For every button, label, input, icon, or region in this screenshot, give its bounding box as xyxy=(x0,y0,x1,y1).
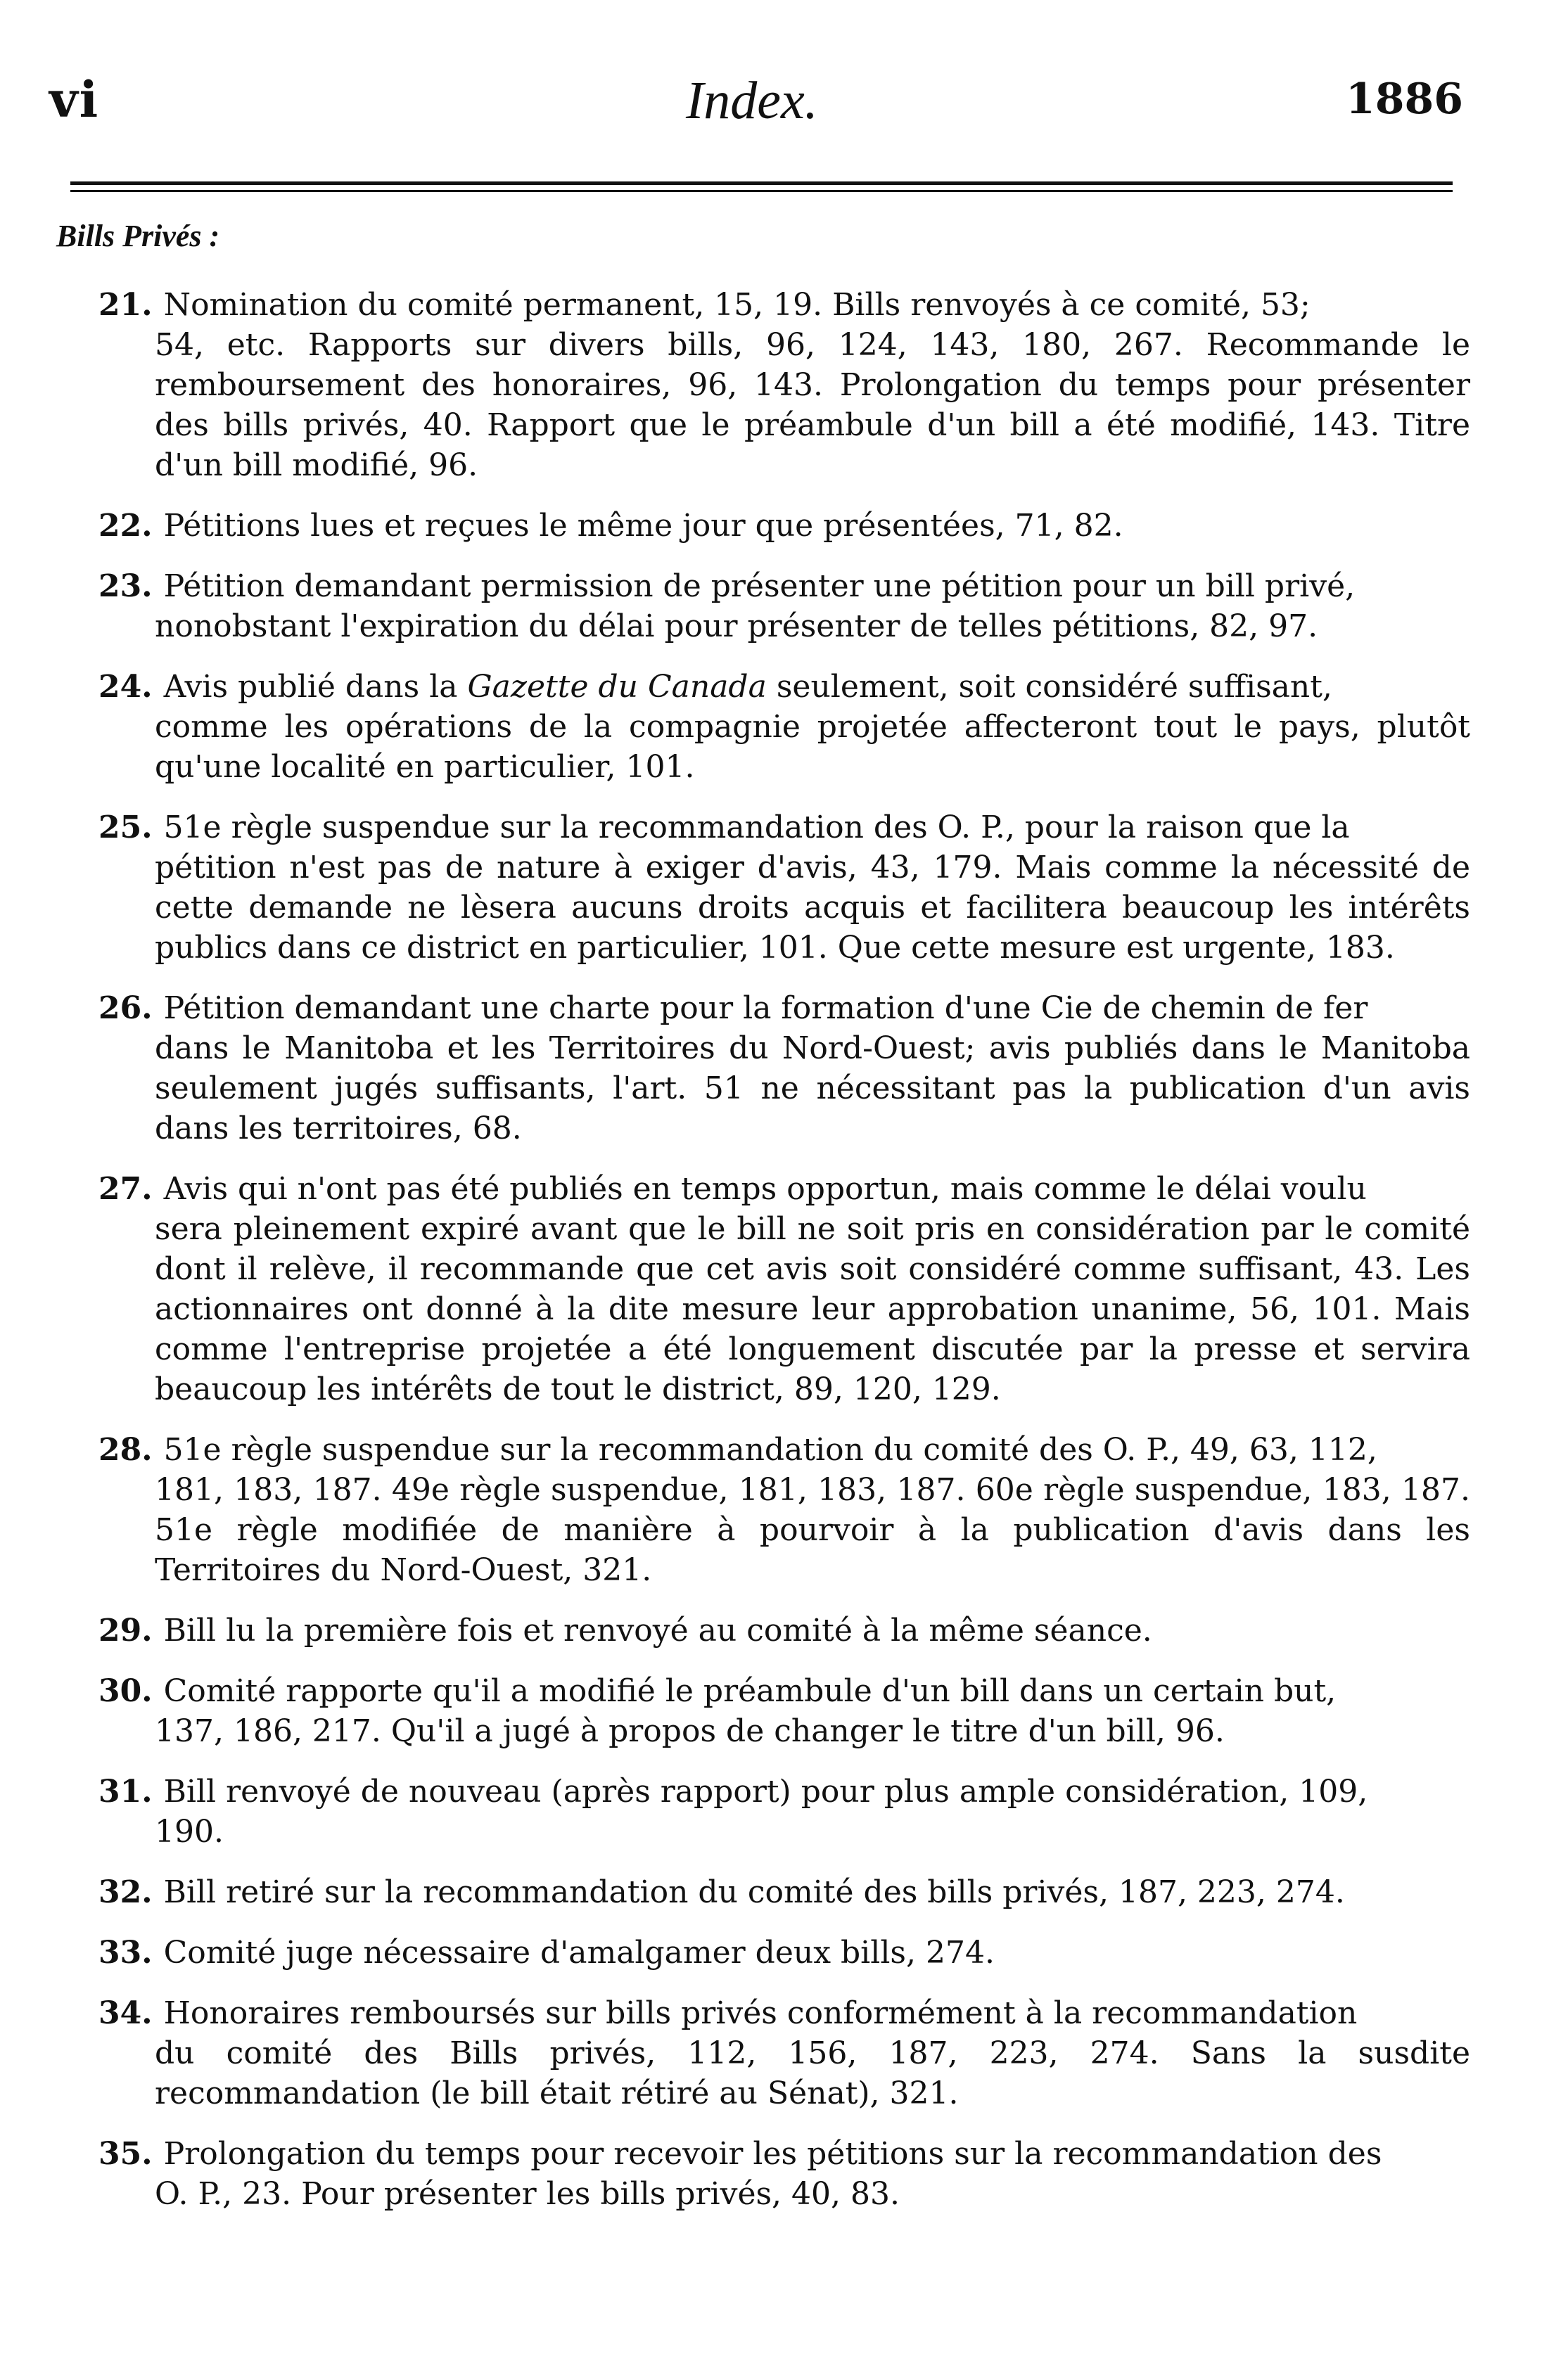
index-entry-25 xyxy=(98,807,1470,968)
index-entry-29 xyxy=(98,1611,1470,1651)
entry-continuation: 137, 186, 217. Qu'il a jugé à propos de changer le titre d'un bill, 96. xyxy=(155,1713,1225,1749)
index-entry-21 xyxy=(98,285,1470,485)
index-entry-28 xyxy=(98,1430,1470,1590)
running-title: Index. xyxy=(686,71,818,130)
entry-number: 27. xyxy=(98,1171,153,1207)
entry-number: 33. xyxy=(98,1935,153,1971)
entry-text: Bill renvoyé de nouveau (après rapport) pour plus ample considération, 109, xyxy=(163,1774,1368,1810)
entry-number: 26. xyxy=(98,990,153,1026)
year-label: 1886 xyxy=(1346,75,1463,124)
entry-continuation: du comité des Bills privés, 112, 156, 187, 223, 274. Sans la susdite recommandation (le bill était rétiré au Sénat), 321. xyxy=(155,2035,1470,2111)
entry-number: 21. xyxy=(98,287,153,323)
entry-text: 51e règle suspendue sur la recommandation du comité des O. P., 49, 63, 112, xyxy=(163,1432,1377,1468)
entry-italic-text: Gazette du Canada xyxy=(467,669,767,705)
entry-text: Bill lu la première fois et renvoyé au comité à la même séance. xyxy=(163,1613,1152,1649)
entry-continuation: O. P., 23. Pour présenter les bills privés, 40, 83. xyxy=(155,2176,900,2212)
page-header xyxy=(49,70,1463,148)
header-rule-thick xyxy=(70,181,1453,185)
entry-text: Nomination du comité permanent, 15, 19. Bills renvoyés à ce comité, 53; xyxy=(163,287,1311,323)
entry-number: 25. xyxy=(98,810,153,845)
entry-text: Pétitions lues et reçues le même jour que présentées, 71, 82. xyxy=(163,508,1123,544)
section-title: Bills Privés : xyxy=(56,219,220,253)
index-entry-26 xyxy=(98,988,1470,1149)
index-entry-32 xyxy=(98,1872,1470,1912)
index-entry-22 xyxy=(98,506,1470,546)
entry-number: 28. xyxy=(98,1432,153,1468)
index-entry-24 xyxy=(98,667,1470,787)
entry-text: Honoraires remboursés sur bills privés conformément à la recommandation xyxy=(163,1995,1358,2031)
entry-continuation: sera pleinement expiré avant que le bill ne soit pris en considération par le comité dont il relève, il recommande que cet avis soit considéré comme suffisant, 43. Les actionnaires ont donné à la dite mesure leur approbation unanime, 56, 101. Mais comme l'entreprise projetée a été longuement discutée par la presse et servira beaucoup les intérêts de tout le district, 89, 120, 129. xyxy=(155,1211,1470,1407)
entry-number: 22. xyxy=(98,508,153,544)
entry-text: Comité rapporte qu'il a modifié le préambule d'un bill dans un certain but, xyxy=(163,1673,1337,1709)
index-entry-35 xyxy=(98,2134,1470,2214)
index-entry-30 xyxy=(98,1671,1470,1751)
entry-number: 34. xyxy=(98,1995,153,2031)
entry-text: Pétition demandant une charte pour la formation d'une Cie de chemin de fer xyxy=(163,990,1368,1026)
entry-number: 31. xyxy=(98,1774,153,1810)
entry-text: Comité juge nécessaire d'amalgamer deux bills, 274. xyxy=(163,1935,995,1971)
index-entry-33 xyxy=(98,1933,1470,1973)
index-entry-34 xyxy=(98,1993,1470,2113)
entry-continuation: 190. xyxy=(155,1814,224,1850)
entry-text: Prolongation du temps pour recevoir les pétitions sur la recommandation des xyxy=(163,2136,1382,2172)
index-entry-23 xyxy=(98,566,1470,646)
page-number: vi xyxy=(49,70,100,129)
entry-text: 51e règle suspendue sur la recommandation des O. P., pour la raison que la xyxy=(163,810,1350,845)
entry-continuation: 54, etc. Rapports sur divers bills, 96, 124, 143, 180, 267. Recommande le remboursement des honoraires, 96, 143. Prolongation du temps pour présenter des bills privés, 40. Rapport que le préambule d'un bill a été modifié, 143. Titre d'un bill modifié, 96. xyxy=(155,327,1470,483)
entry-text: Avis publié dans la xyxy=(163,669,468,705)
entry-number: 35. xyxy=(98,2136,153,2172)
index-entries xyxy=(98,285,1470,2234)
entry-number: 32. xyxy=(98,1874,153,1910)
index-entry-31 xyxy=(98,1772,1470,1852)
entry-number: 29. xyxy=(98,1613,153,1649)
entry-text: Bill retiré sur la recommandation du comité des bills privés, 187, 223, 274. xyxy=(163,1874,1345,1910)
entry-text: seulement, soit considéré suffisant, xyxy=(766,669,1332,705)
entry-number: 23. xyxy=(98,568,153,604)
entry-continuation: dans le Manitoba et les Territoires du Nord-Ouest; avis publiés dans le Manitoba seulement jugés suffisants, l'art. 51 ne nécessitant pas la publication d'un avis dans les territoires, 68. xyxy=(155,1030,1470,1146)
entry-continuation: nonobstant l'expiration du délai pour présenter de telles pétitions, 82, 97. xyxy=(155,608,1318,644)
entry-continuation: pétition n'est pas de nature à exiger d'avis, 43, 179. Mais comme la nécessité de cette demande ne lèsera aucuns droits acquis et facilitera beaucoup les intérêts publics dans ce district en particulier, 101. Que cette mesure est urgente, 183. xyxy=(155,850,1470,966)
entry-text: Avis qui n'ont pas été publiés en temps opportun, mais comme le délai voulu xyxy=(163,1171,1367,1207)
entry-continuation: comme les opérations de la compagnie projetée affecteront tout le pays, plutôt qu'une localité en particulier, 101. xyxy=(155,709,1470,785)
entry-continuation: 181, 183, 187. 49e règle suspendue, 181, 183, 187. 60e règle suspendue, 183, 187. 51e règle modifiée de manière à pourvoir à la publication d'avis dans les Territoires du Nord-Ouest, 321. xyxy=(155,1472,1470,1588)
entry-text: Pétition demandant permission de présenter une pétition pour un bill privé, xyxy=(163,568,1356,604)
entry-number: 30. xyxy=(98,1673,153,1709)
header-rule-thin xyxy=(70,190,1453,192)
index-entry-27 xyxy=(98,1169,1470,1409)
entry-number: 24. xyxy=(98,669,153,705)
